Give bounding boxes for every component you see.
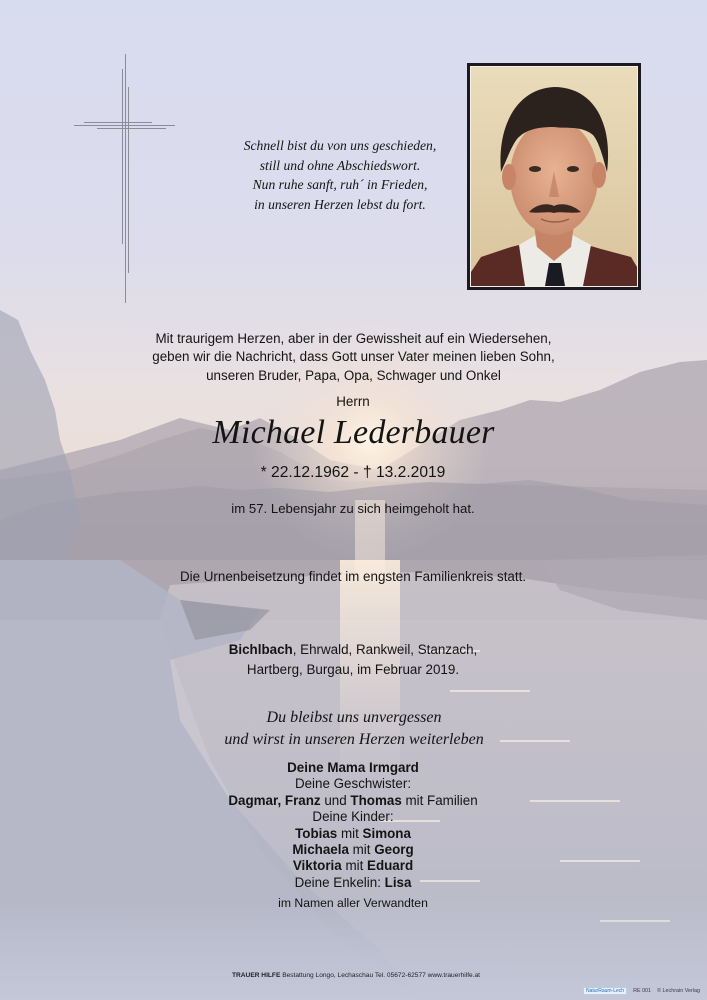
cross-main-vertical [125,54,126,303]
places-and-date [180,640,526,680]
child-name: Michaela [292,842,349,858]
relatives-note: im Namen aller Verwandten [278,896,428,911]
cross-left-vertical [122,69,123,244]
intro-line: geben wir die Nachricht, dass Gott unser Vater meinen lieben Sohn, [152,349,555,365]
funeral-home-footer [232,972,480,979]
intro-text [110,330,597,385]
deceased-name: Michael Lederbauer [212,414,495,451]
poem [215,136,465,214]
poem-line: in unseren Herzen lebst du fort. [254,196,426,212]
child-row [163,842,543,858]
siblings-line [163,793,543,809]
portrait-image [470,66,638,287]
separator: und [320,792,351,808]
joiner: mit [348,842,375,858]
grandchild-label: Deine Enkelin: [294,874,385,890]
template-code: RE 001 [633,988,652,994]
closing-line: und wirst in unseren Herzen weiterleben [224,731,484,748]
sibling-name: Franz [284,792,321,808]
publisher-footer [583,987,700,995]
joiner: mit [341,858,368,874]
copyright: © Lechrain Verlag [657,988,700,994]
poem-line: Schnell bist du von uns geschieden, [243,138,437,153]
places-line-2: Hartberg, Burgau, im Februar 2019. [246,662,460,677]
child-name: Viktoria [292,858,342,874]
children-label: Deine Kinder: [312,809,394,825]
salutation: Herrn [336,394,370,409]
child-name: Tobias [295,825,338,841]
grandchild-name: Lisa [384,874,412,890]
grandchild-row [163,875,543,891]
places-line-1 [180,640,526,660]
siblings-tail: mit Familien [401,792,478,808]
sibling-name: Dagmar [228,792,278,808]
cross-lower-horizontal [97,128,166,129]
age-line: im 57. Lebensjahr zu sich heimgeholt hat. [231,501,475,516]
family-list [163,760,543,912]
portrait-illustration [471,67,637,286]
cross-upper-horizontal [84,122,152,123]
portrait-photo [467,63,641,290]
funeral-home-details: Bestattung Longo, Lechaschau Tel. 05672-62577 www.trauerhilfe.at [280,972,481,979]
life-dates: * 22.12.1962 - † 13.2.2019 [260,464,446,481]
poem-line: Nun ruhe sanft, ruh´ in Frieden, [252,177,428,192]
partner-name: Georg [374,842,414,858]
child-row [163,826,543,842]
funeral-home-brand: TRAUER HILFE [232,972,281,979]
siblings-label: Deine Geschwister: [294,776,412,792]
intro-line: Mit traurigem Herzen, aber in der Gewissheit auf ein Wiedersehen, [155,331,552,346]
partner-name: Simona [362,825,411,841]
separator: , [277,792,285,808]
bold-place: Bichlbach [228,642,293,657]
intro-line: unseren Bruder, Papa, Opa, Schwager und Onkel [206,367,501,383]
child-row [163,858,543,874]
mother-name: Deine Mama Irmgard [287,760,419,775]
cross-main-horizontal [74,125,175,126]
joiner: mit [337,825,363,841]
closing-verse [160,707,548,751]
partner-name: Eduard [367,858,414,874]
family-mother [163,760,543,776]
cross-right-vertical [128,87,129,273]
naturraum-badge: NaturRaum-Lech [583,987,627,995]
closing-line: Du bleibst uns unvergessen [266,709,442,726]
burial-notice: Die Urnenbeisetzung findet im engsten Familienkreis statt. [179,569,527,584]
sibling-name: Thomas [350,792,402,808]
places-line-1-rest: , Ehrwald, Rankweil, Stanzach, [292,642,478,657]
poem-line: still und ohne Abschiedswort. [259,157,421,173]
